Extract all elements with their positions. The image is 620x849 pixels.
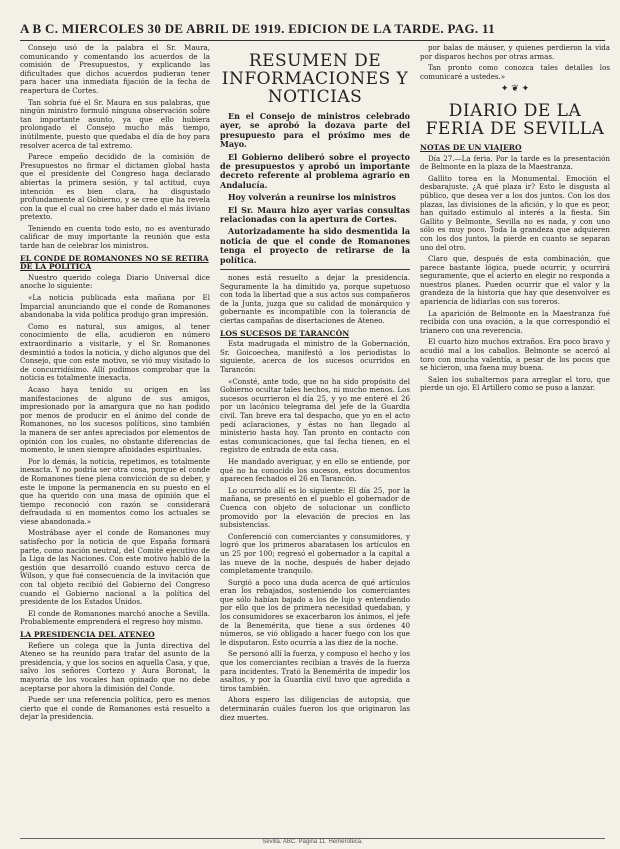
paragraph: El cuarto hizo muchos extraños. Era poco bravo y acudió mal a los caballos. Belmonte se acercó al toro con mucha valentía, a pesar de los pocos que se hicieron, una faena muy buena. — [420, 337, 610, 373]
paragraph: Tan sobria fué el Sr. Maura en sus palabras, que ningún ministro formuló ninguna observación sobre tan importante asunto, ya que ello hubiera prolongado el Consejo mucho más tiempo, inútilmente, puesto que quedaba el día de hoy para resolver acerca de tal extremo. — [20, 97, 210, 150]
divider — [220, 269, 410, 270]
column-3 — [420, 44, 610, 839]
paragraph: Esta madrugada el ministro de la Gobernación, Sr. Goicoechea, manifestó a los periodistas lo siguiente, acerca de los sucesos ocurridos en Tarancón: — [220, 339, 410, 375]
section-heading: EL CONDE DE ROMANONES NO SE RETIRA DE LA POLITICA — [20, 253, 209, 272]
paragraph: Parece empeño decidido de la comisión de Presupuestos no firmar el dictamen global hasta que el presidente del Congreso haga declarado abiertas la primera sesión, y tal actitud, cuya intención es bien clara, ha disgustado profundamente al Gobierno, y se cree que ha revela con la que el cual no cree haber dado el más liviano pretexto. — [20, 152, 210, 222]
paragraph: Tan pronto como conozca tales detalles los comunicaré a ustedes.» — [420, 63, 610, 81]
column-2 — [220, 44, 410, 839]
paragraph: Lo ocurrido allí es lo siguiente: El día 25, por la mañana, se presentó en el pueblo el gobernador de Cuenca con objeto de solucionar un conflicto promovido por la elevación de precios en las subsistencias. — [220, 485, 410, 530]
page-header — [20, 18, 605, 41]
page-footer: Sevilla. ABC. Página 11. Hemeroteca. — [20, 838, 605, 845]
paragraph: Gallito torea en la Monumental. Emoción el desbarajuste. ¿A qué plaza ir? Esto le disgusta al público, que desea ver a los dos juntos. Con los dos plazas, las divisiones de la afición, y lo que es peor, han quitado estímulo al interés a la fiesta. Sin Gallito y Belmonte, Sevilla no es nada, y con uno sólo es muy poco. Toda la grandeza que adquieren con los dos juntos, la pierde en cuanto se separan uno del otro. — [420, 173, 610, 252]
paragraph: Nuestro querido colega Diario Universal dice anoche lo siguiente: — [20, 272, 210, 291]
paragraph: La aparición de Belmonte en la Maestranza fué recibida con una ovación, a la que correspondió el trianero con una reverencia. — [420, 308, 610, 335]
paragraph: Salen los subalternos para arreglar el toro, que pierde un ojo. El Artillero como se puso a lanzar. — [420, 374, 610, 393]
paragraph: Acaso haya tenido su origen en las manifestaciones de alguno de sus amigos, impresionado por la amargura que no han podido por menos de producir en el ánimo del conde de Romanones, no los sucesos políticos, sino también la manera de ser antes apreciados por elementos de opinión con los cuales, no obstante diferencias de momento, le unen siempre afinidades espirituales. — [20, 384, 210, 455]
section-heading: LA PRESIDENCIA DEL ATENEO — [20, 630, 155, 639]
summary-item: El Sr. Maura hizo ayer varias consultas relacionadas con la apertura de Cortes. — [220, 204, 410, 225]
paragraph: Ahora espero las diligencias de autopsia, que determinarán cuáles fueron los que originaron las diez muertes. — [220, 695, 410, 722]
paragraph: Mostrábase ayer el conde de Romanones muy satisfecho por la noticia de que España formará parte, como nación neutral, del Comité ejecutivo de la Liga de las Naciones. Con este motivo habló de la gestión que desarrolló cuando estuvo cerca de Wilson, y que fué consecuencia de la invitación que con tal objeto recibió del Gobierno del Congreso cuando el Gobierno nacional a la política del presidente de los Estados Unidos. — [20, 528, 210, 607]
header-text: A B C. MIERCOLES 30 DE ABRIL DE 1919. EDICION DE LA TARDE. PAG. 11 — [20, 21, 495, 36]
ornament-icon: ✦ ❦ ✦ — [500, 84, 530, 95]
paragraph: «Consté, ante todo, que no ha sido propósito del Gobierno ocultar tales hechos, ni mucho menos. Los sucesos ocurrieron el día 25, y yo me enteré el 26 por un lacónico telegrama del jefe de la Guardia civil. Tan breve era tal despacho, que yo en el acto pedí aclaraciones, y éstas no han llegado al ministerio hasta hoy. Tan pronto en contacto con estas comunicaciones, que tal fecha tienen, en el registro de entrada de esta casa. — [220, 376, 410, 455]
section-heading: LOS SUCESOS DE TARANCÓN — [220, 328, 350, 338]
paragraph: Día 27.—La feria. Por la tarde es la presentación de Belmonte en la plaza de la Maestranza. — [420, 153, 610, 172]
paragraph: «La noticia publicada esta mañana por El Imparcial anunciando que el conde de Romanones abandonaba la vida política produjo gran impresión. — [20, 293, 210, 320]
paragraph: por balas de máuser, y quienes perdieron la vida por disparos hechos por otras armas. — [420, 44, 610, 61]
columns — [20, 44, 610, 839]
paragraph: Refiere un colega que la Junta directiva del Ateneo se ha reunido para tratar del asunto de la presidencia, y que los socios en aquella Casa, y que, salvo los señores Cortezo y Aura Boronat, la mayoría de los vocales han opinado que no debe aceptarse por ahora la dimisión del Conde. — [20, 640, 210, 693]
summary-title: RESUMEN DE INFORMACIONES Y NOTICIAS — [221, 51, 409, 107]
summary-item: Hoy volverán a reunirse los ministros — [228, 192, 396, 203]
paragraph: Consejo usó de la palabra el Sr. Maura, comunicando y comentando los acuerdos de la comisión de Presupuestos, y explicando las dificultades que dichos acuerdos pudieran tener para hacer una inmediata fijación de la fecha de reapertura de Cortes. — [20, 44, 210, 95]
feria-title: DIARIO DE LA FERIA DE SEVILLA — [425, 100, 605, 139]
paragraph: Surgió a poco una duda acerca de qué artículos eran los rebajados, sosteniendo los comerciantes que sólo habían bajado a los de lujo y entendiendo por ello que los de primera necesidad quedaban, y los consumidores se exacerbaron los ánimos, el jefe de la Benemérita, que tiene a sus órdenes 40 números, se vió obligado a hacer fuego con los que le disputaron. Esto ocurría a las diez de la noche. — [220, 577, 410, 647]
column-1 — [20, 44, 210, 839]
paragraph: El conde de Romanones marchó anoche a Sevilla. Probablemente emprenderá el regreso hoy mismo. — [20, 608, 210, 627]
paragraph: Como es natural, sus amigos, al tener conocimiento de ella, acudieron en número extraordinario a visitarle, y el Sr. Romanones desmintió a todos la noticia, y dicho algunos que del Consejo, que con este motivo, se vió muy visitado lo de concurridísimo. Allí pudimos comprobar que la noticia es totalmente inexacta. — [20, 321, 210, 383]
paragraph: He mandado averiguar, y en ello se entiende, por qué no ha conocido los sucesos, estos documentos aparecen fechados el 26 en Tarancón. — [220, 456, 410, 484]
section-heading: NOTAS DE UN VIAJERO — [420, 142, 522, 152]
summary-item: Autorizadamente ha sido desmentida la noticia de que el conde de Romanones tenga el proyecto de retirarse de la política. — [220, 226, 410, 265]
paragraph: Conferenció con comerciantes y consumidores, y logró que los primeros abaratasen los artículos en un 25 por 100; regresó el gobernador a la capital a las nueve de la noche, después de haber dejado completamente tranquilo. — [220, 531, 410, 576]
paragraph: Por lo demás, la noticia, repetimos, es totalmente inexacta. Y no podría ser otra cosa, porque el conde de Romanones tiene plena convicción de su deber, y este le impone la permanencia en su puesto en el que ha querido con una masa de opinión que el tiempo reconoció con razón se considerará defraudada si en momentos como los actuales se viese abandonada.» — [20, 456, 210, 526]
paragraph: Teniendo en cuenta todo esto, no es aventurado calificar de muy importante la reunión que esta tarde han de celebrar los ministros. — [20, 223, 210, 251]
summary-item: El Gobierno deliberó sobre el proyecto de presupuestos y aprobó un importante decreto referente al problema agrario en Andalucía. — [220, 151, 410, 190]
paragraph: Se personó allí la fuerza, y compuso el hecho y los que los comerciantes recibían a través de la fuerza para incidentes. Trató la Benemérita de impedir los asaltos, y por la Guardia civil tuvo que agredida a tiros también. — [220, 649, 410, 693]
paragraph: Claro que, después de esta combinación, que parece bastante lógica, puede ocurrir, y ocurrirá seguramente, que el acierto en elegir no responda a nuestros planes. Pueden ocurrir que el valor y la grandeza de la historia que hay que desenvolver es apariencia de lidiarlas con sus toreros. — [420, 254, 610, 307]
paragraph: Puede ser una referencia política, pero es menos cierto que el conde de Romanones está resuelto a dejar la presidencia. — [20, 695, 210, 722]
summary-item: En el Consejo de ministros celebrado ayer, se aprobó la dozava parte del presupuesto para el próximo mes de Mayo. — [220, 111, 410, 150]
paragraph: nones está resuelto a dejar la presidencia. Seguramente la ha dimitido ya, porque supetuoso con toda la libertad que a sus actos sus compañeros de la Junta, juzga que su calidad de monárquico y gobernante es incompatible con la tolerancia de ciertas campañas de disertaciones de Ateneo. — [220, 273, 410, 326]
